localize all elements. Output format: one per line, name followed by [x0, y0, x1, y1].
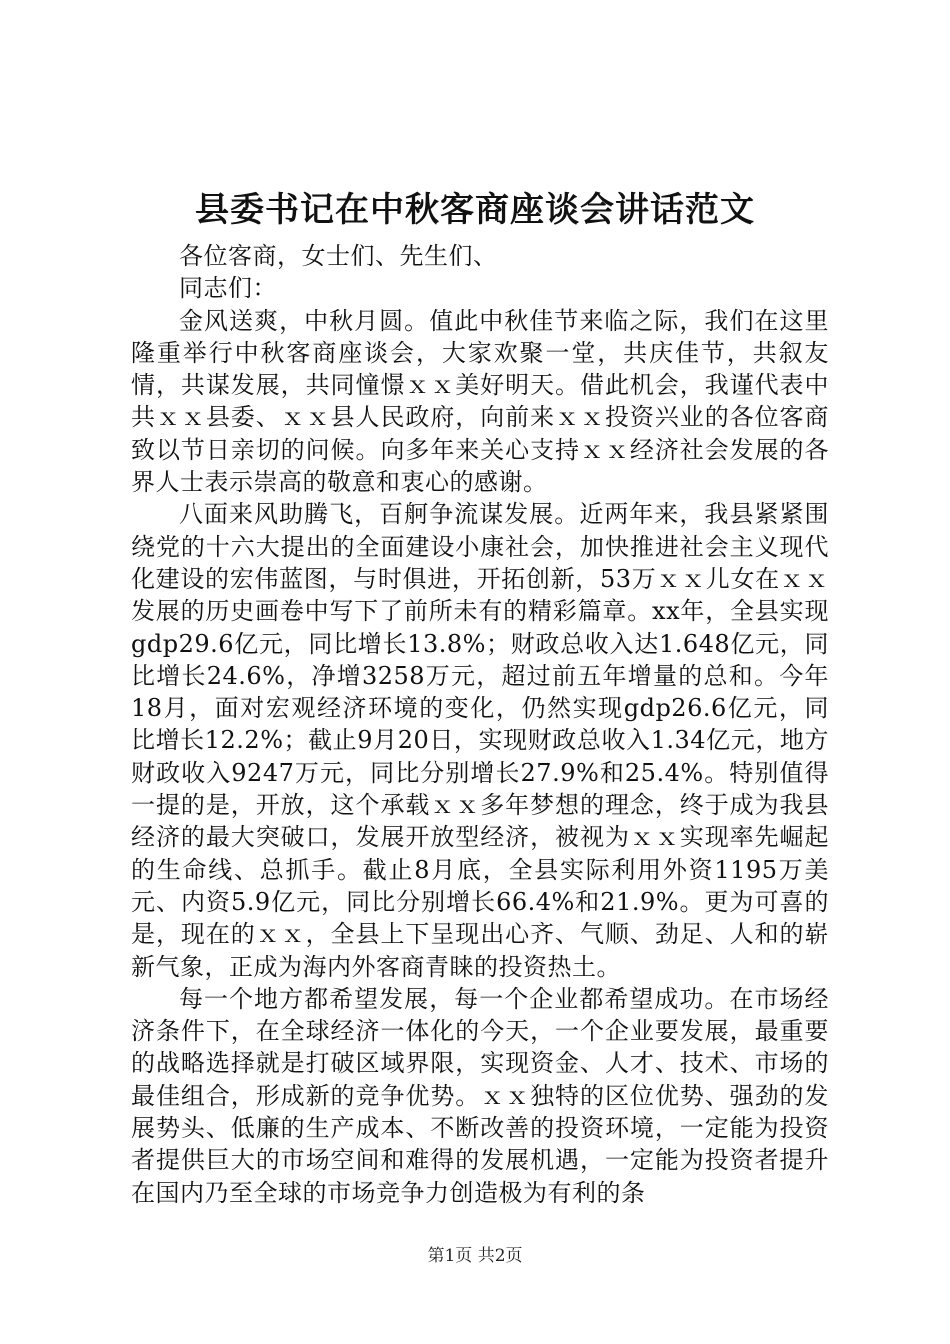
salutation-line: 同志们：: [179, 274, 277, 303]
body-paragraph: 每一个地方都希望发展，每一个企业都希望成功。在市场经济条件下，在全球经济一体化的今天，一个企业要发展，最重要的战略选择就是打破区域界限，实现资金、人才、技术、市场的最佳组合，形成新的竞争优势。ｘｘ独特的区位优势、强劲的发展势头、低廉的生产成本、不断改善的投资环境，一定能为投资者提供巨大的市场空间和难得的发展机遇，一定能为投资者提升在国内乃至全球的市场竞争力创造极为有利的条: [131, 984, 829, 1207]
body-paragraph: 八面来风助腾飞，百舸争流谋发展。近两年来，我县紧紧围绕党的十六大提出的全面建设小康社会，加快推进社会主义现代化建设的宏伟蓝图，与时俱进，开拓创新，53万ｘｘ儿女在ｘｘ发展的历史画卷中写下了前所未有的精彩篇章。xx年，全县实现gdp29.6亿元，同比增长13.8%；财政总收入达1.648亿元，同比增长24.6%，净增3258万元，超过前五年增量的总和。今年18月，面对宏观经济环境的变化，仍然实现gdp26.6亿元，同比增长12.2%；截止9月20日，实现财政总收入1.34亿元，地方财政收入9247万元，同比分别增长27.9%和25.4%。特别值得一提的是，开放，这个承载ｘｘ多年梦想的理念，终于成为我县经济的最大突破口，发展开放型经济，被视为ｘｘ实现率先崛起的生命线、总抓手。截止8月底，全县实际利用外资1195万美元、内资5.9亿元，同比分别增长66.4%和21.9%。更为可喜的是，现在的ｘｘ，全县上下呈现出心齐、气顺、劲足、人和的崭新气象，正成为海内外客商青睐的投资热土。: [131, 500, 829, 981]
body-paragraph: 金风送爽，中秋月圆。值此中秋佳节来临之际，我们在这里隆重举行中秋客商座谈会，大家欢聚一堂，共庆佳节，共叙友情，共谋发展，共同憧憬ｘｘ美好明天。借此机会，我谨代表中共ｘｘ县委、ｘｘ县人民政府，向前来ｘｘ投资兴业的各位客商致以节日亲切的问候。向多年来关心支持ｘｘ经济社会发展的各界人士表示崇高的敬意和衷心的感谢。: [131, 306, 829, 497]
page-number-footer: 第1页 共2页: [427, 1246, 523, 1266]
document-body: [131, 240, 829, 1209]
document-title: 县委书记在中秋客商座谈会讲话范文: [195, 190, 755, 230]
salutation-line: 各位客商，女士们、先生们、: [179, 242, 498, 270]
